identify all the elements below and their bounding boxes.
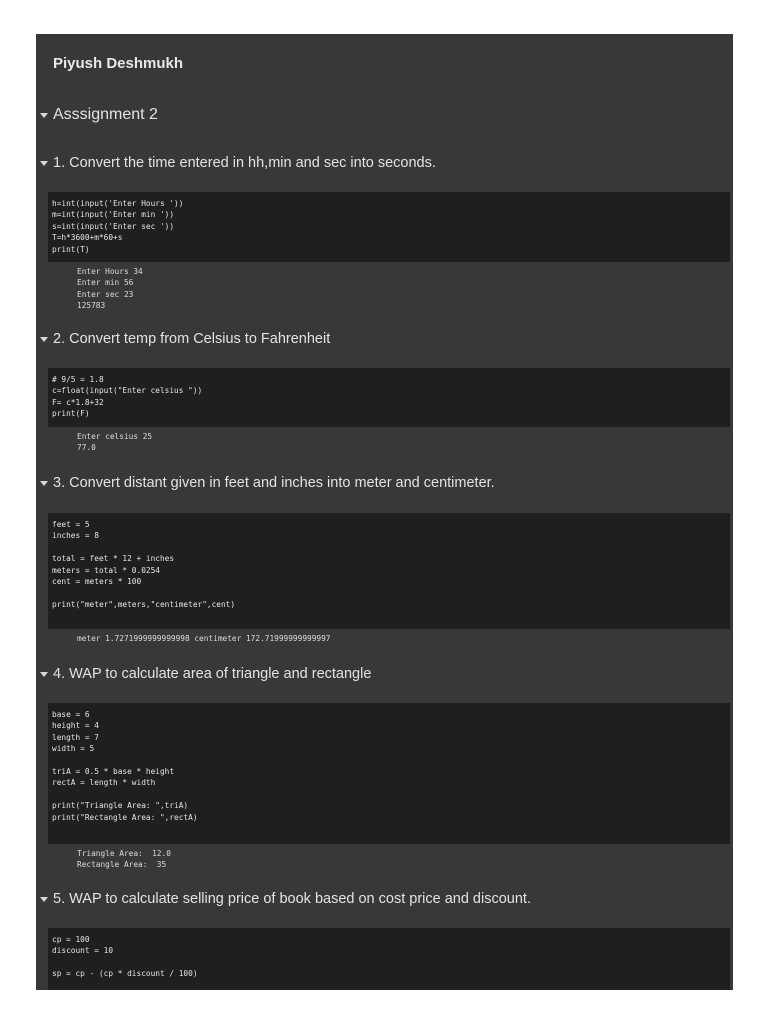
cell-heading[interactable] bbox=[36, 474, 495, 492]
cell-heading-text: 5. WAP to calculate selling price of book based on cost price and discount. bbox=[53, 891, 531, 907]
code-cell[interactable] bbox=[48, 703, 730, 844]
notebook-panel bbox=[36, 34, 733, 990]
output-text: Enter Hours 34 Enter min 56 Enter sec 23 125783 bbox=[77, 267, 143, 311]
section-heading[interactable] bbox=[36, 105, 158, 125]
output-cell bbox=[48, 629, 730, 649]
output-cell bbox=[48, 262, 730, 312]
cell-heading[interactable] bbox=[36, 665, 371, 683]
cell-heading[interactable] bbox=[36, 330, 330, 348]
output-cell bbox=[48, 427, 730, 457]
caret-down-icon[interactable] bbox=[36, 113, 52, 118]
code-text: # 9/5 = 1.8 c=float(input("Enter celsius ")) F= c*1.8+32 print(F) bbox=[52, 375, 203, 419]
caret-down-icon[interactable] bbox=[36, 672, 52, 677]
code-cell[interactable] bbox=[48, 513, 730, 629]
cell-heading-text: 1. Convert the time entered in hh,min and sec into seconds. bbox=[53, 155, 436, 171]
caret-down-icon[interactable] bbox=[36, 161, 52, 166]
caret-down-icon[interactable] bbox=[36, 481, 52, 486]
code-cell[interactable] bbox=[48, 368, 730, 427]
code-text: h=int(input('Enter Hours ')) m=int(input('Enter min ')) s=int(input('Enter sec ')) T=h*3600+m*60+s print(T) bbox=[52, 199, 184, 254]
caret-down-icon[interactable] bbox=[36, 337, 52, 342]
output-text: meter 1.7271999999999998 centimeter 172.71999999999997 bbox=[77, 634, 331, 643]
cell-heading-text: 4. WAP to calculate area of triangle and rectangle bbox=[53, 666, 372, 682]
output-cell bbox=[48, 844, 730, 876]
output-text: Triangle Area: 12.0 Rectangle Area: 35 bbox=[77, 849, 171, 870]
cell-heading[interactable] bbox=[36, 890, 531, 908]
code-cell[interactable] bbox=[48, 928, 730, 990]
caret-down-icon[interactable] bbox=[36, 897, 52, 902]
output-text: Enter celsius 25 77.0 bbox=[77, 432, 153, 453]
code-text: cp = 100 discount = 10 sp = cp - (cp * discount / 100) bbox=[52, 935, 198, 979]
code-text: base = 6 height = 4 length = 7 width = 5 triA = 0.5 * base * height rectA = length * width print("Triangle Area: ",triA) print("Rectangle Area: ",rectA) bbox=[52, 710, 198, 822]
section-title: Asssignment 2 bbox=[53, 106, 158, 123]
code-text: feet = 5 inches = 8 total = feet * 12 + inches meters = total * 0.0254 cent = meters * 100 print("meter",meters,"centimeter",cent) bbox=[52, 520, 236, 609]
cell-heading[interactable] bbox=[36, 154, 436, 172]
code-cell[interactable] bbox=[48, 192, 730, 262]
cell-heading-text: 3. Convert distant given in feet and inches into meter and centimeter. bbox=[53, 475, 495, 491]
author-name: Piyush Deshmukh bbox=[53, 55, 184, 72]
cell-heading-text: 2. Convert temp from Celsius to Fahrenheit bbox=[53, 331, 331, 347]
